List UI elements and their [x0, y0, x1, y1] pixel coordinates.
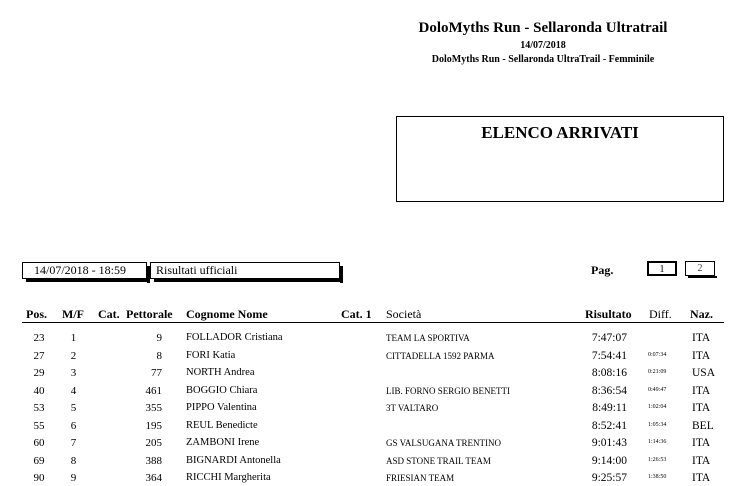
name-cell: FOLLADOR Cristiana: [186, 332, 283, 343]
gender-rank-cell: 2: [70, 349, 77, 362]
result-cell: 7:54:41: [591, 349, 627, 362]
nation-cell: USA: [692, 367, 716, 379]
gender-rank-cell: 3: [70, 367, 77, 379]
result-cell: 8:49:11: [592, 402, 627, 414]
club-cell: ASD STONE TRAIL TEAM: [386, 455, 491, 466]
result-cell: 8:08:16: [591, 367, 627, 379]
name-cell: BOGGIO Chiara: [186, 384, 258, 396]
status-field: Risultati ufficiali: [150, 262, 340, 279]
club-cell: GS VALSUGANA TRENTINO: [386, 438, 502, 448]
bib-cell: 388: [145, 454, 162, 467]
result-cell: 9:14:00: [591, 454, 627, 467]
bib-cell: 461: [145, 384, 162, 397]
diff-cell: 1:05:34: [648, 421, 667, 428]
club-cell: FRIESIAN TEAM: [386, 473, 455, 483]
result-cell: 9:25:57: [591, 472, 627, 484]
name-cell: REUL Benedicte: [186, 419, 258, 431]
gender-rank-cell: 5: [70, 402, 77, 414]
diff-cell: 1:26:53: [648, 456, 667, 463]
col-header-societa: Società: [386, 307, 422, 321]
bib-cell: 195: [145, 419, 162, 432]
name-cell: ZAMBONI Irene: [186, 437, 260, 448]
gender-rank-cell: 8: [70, 454, 77, 467]
nation-cell: ITA: [692, 349, 711, 362]
result-cell: 8:36:54: [591, 384, 627, 397]
gender-rank-cell: 9: [70, 472, 77, 484]
position-cell: 69: [33, 454, 45, 467]
col-header-cat: Cat.: [98, 307, 120, 321]
diff-cell: 0:07:34: [648, 351, 667, 358]
name-cell: RICCHI Margherita: [186, 472, 271, 483]
nation-cell: ITA: [692, 437, 711, 449]
nation-cell: ITA: [692, 454, 711, 467]
name-cell: PIPPO Valentina: [186, 402, 257, 413]
col-header-mf: M/F: [62, 307, 84, 321]
bib-cell: 8: [156, 349, 162, 362]
report-subtitle: DoloMyths Run - Sellaronda UltraTrail - Femminile: [431, 54, 655, 65]
page-label: Pag.: [591, 263, 614, 277]
bib-cell: 364: [145, 472, 162, 484]
col-header-diff: Diff.: [649, 307, 672, 321]
diff-cell: 0:21:09: [648, 369, 667, 375]
position-cell: 23: [33, 332, 45, 344]
box-title: ELENCO ARRIVATI: [481, 123, 639, 142]
nation-cell: ITA: [692, 332, 711, 344]
gender-rank-cell: 4: [70, 384, 77, 397]
position-cell: 55: [33, 419, 45, 432]
position-cell: 27: [33, 349, 45, 362]
report-date: 14/07/2018: [520, 40, 566, 51]
bib-cell: 355: [145, 402, 162, 414]
header-divider: [22, 322, 724, 323]
gender-rank-cell: 6: [70, 419, 77, 432]
result-cell: 8:52:41: [591, 419, 627, 432]
diff-cell: 1:02:04: [648, 404, 667, 410]
col-header-risultato: Risultato: [585, 307, 632, 321]
name-cell: NORTH Andrea: [186, 367, 255, 378]
diff-cell: 1:14:36: [648, 439, 667, 445]
title-box: [396, 116, 724, 202]
position-cell: 60: [33, 437, 45, 449]
report-title: DoloMyths Run - Sellaronda Ultratrail: [418, 20, 668, 36]
diff-cell: 1:38:50: [648, 474, 667, 480]
name-cell: BIGNARDI Antonella: [186, 454, 281, 466]
gender-rank-cell: 7: [70, 437, 77, 449]
diff-cell: 0:49:47: [648, 386, 667, 393]
name-cell: FORI Katia: [186, 349, 236, 361]
nation-cell: ITA: [692, 472, 711, 484]
nation-cell: BEL: [692, 419, 714, 432]
gender-rank-cell: 1: [70, 332, 77, 344]
result-cell: 7:47:07: [591, 332, 627, 344]
col-header-naz: Naz.: [690, 307, 713, 321]
col-header-cat1: Cat. 1: [341, 307, 372, 321]
nation-cell: ITA: [692, 384, 711, 397]
position-cell: 53: [33, 402, 45, 414]
col-header-pos: Pos.: [26, 307, 47, 321]
club-cell: 3T VALTARO: [386, 403, 439, 413]
result-cell: 9:01:43: [591, 437, 627, 449]
bib-cell: 205: [145, 437, 162, 449]
club-cell: TEAM LA SPORTIVA: [386, 333, 470, 343]
position-cell: 29: [33, 367, 45, 379]
col-header-pettorale: Pettorale: [126, 307, 173, 321]
page-button-1[interactable]: 1: [647, 261, 677, 276]
position-cell: 90: [33, 472, 45, 484]
page-button-2[interactable]: 2: [685, 261, 715, 276]
position-cell: 40: [33, 384, 45, 397]
club-cell: LIB. FORNO SERGIO BENETTI: [386, 385, 510, 396]
club-cell: CITTADELLA 1592 PARMA: [386, 350, 495, 361]
bib-cell: 9: [156, 332, 162, 344]
col-header-name: Cognome Nome: [186, 307, 268, 321]
datetime-field: 14/07/2018 - 18:59: [22, 262, 147, 279]
bib-cell: 77: [151, 367, 162, 379]
nation-cell: ITA: [692, 402, 711, 414]
